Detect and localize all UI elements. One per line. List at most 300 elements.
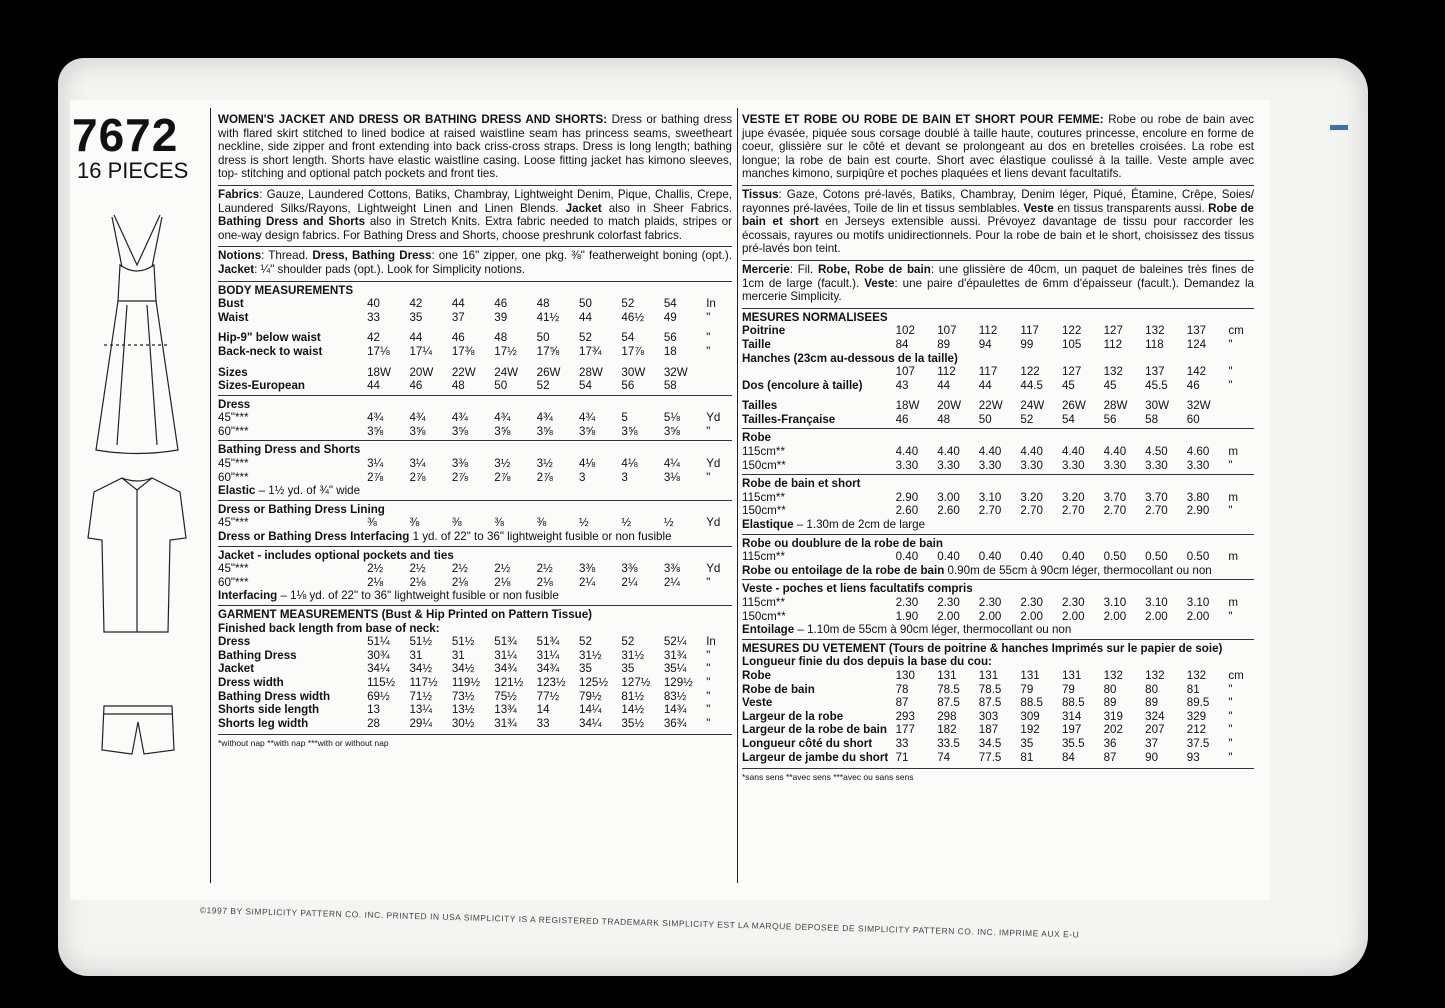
hanches-table-fr: [742, 365, 1254, 392]
cell-value: 0.50: [1186, 550, 1210, 564]
table-row: [218, 562, 732, 576]
cell-value: 3.30: [1145, 458, 1168, 472]
cell-value: 14¾: [663, 703, 687, 717]
cell-value: 132: [1103, 365, 1123, 379]
cell-value: 24W: [494, 365, 519, 379]
cell-value: 17⅝: [536, 344, 560, 358]
garment-heading-fr: MESURES DU VETEMENT (Tours de poitrine & hanches Imprimés sur le papier de soie): [742, 641, 1223, 655]
elastique-label: Elastique: [742, 518, 794, 532]
doublure-table-fr: [742, 550, 1254, 564]
table-row: [742, 459, 1254, 473]
cell-value: 3⅛: [663, 470, 680, 484]
cell-value: 89: [1145, 696, 1159, 710]
row-label: Robe: [742, 668, 771, 682]
cell-value: 26W: [1061, 399, 1086, 413]
unit-label: ": [706, 689, 711, 703]
cell-value: 33: [895, 736, 909, 750]
body-heading-en: BODY MEASUREMENTS: [218, 283, 354, 297]
cell-value: 3⅝: [494, 424, 511, 438]
cell-value: 1.90: [895, 609, 919, 623]
left-divider: [210, 108, 211, 883]
cell-value: 17⅞: [621, 344, 644, 358]
cell-value: 197: [1061, 723, 1082, 737]
cell-value: 132: [1145, 324, 1165, 338]
cell-value: 88.5: [1020, 696, 1043, 710]
unit-label: In: [706, 635, 716, 649]
cell-value: 0.40: [895, 550, 919, 564]
cell-value: 293: [895, 709, 915, 723]
cell-value: 319: [1103, 709, 1123, 723]
cell-value: 207: [1145, 723, 1165, 737]
cell-value: 54: [663, 297, 677, 311]
jinter-text: – 1⅛ yd. of 22" to 36" lightweight fusible or non fusible: [277, 589, 559, 603]
interfacing-label: Dress or Bathing Dress Interfacing: [218, 530, 410, 544]
cell-value: 34¾: [494, 662, 517, 676]
row-label: [742, 365, 896, 379]
copyright-strip: ©1997 BY SIMPLICITY PATTERN CO. INC. PRINTED IN USA SIMPLICITY IS A REGISTERED TRADEMARK SIMPLICITY EST LA MARQUE DEPOSEE DE SIMPLICITY PATTERN CO. INC. IMPRIME AUX E-U: [199, 905, 1080, 940]
unit-label: Yd: [706, 562, 721, 576]
cell-value: 3.30: [1020, 458, 1043, 472]
cell-value: 182: [937, 723, 957, 737]
cell-value: 34½: [451, 662, 475, 676]
veste-table-fr: [742, 596, 1254, 623]
unit-label: ": [706, 675, 711, 689]
table-row: [218, 717, 732, 731]
cell-value: 30¾: [367, 648, 390, 662]
unit-label: cm: [1228, 324, 1244, 338]
row-label: Dress width: [218, 675, 284, 689]
notions-dress: Dress, Bathing Dress: [312, 249, 432, 263]
robe-heading-fr: Robe: [742, 431, 771, 445]
cell-value: 125½: [579, 675, 609, 689]
rbs-heading-fr: Robe de bain et short: [742, 477, 861, 491]
cell-value: 4¾: [409, 411, 426, 425]
cell-value: ⅜: [494, 516, 504, 530]
cell-value: 81½: [621, 689, 644, 703]
unit-label: ": [706, 716, 711, 730]
cell-value: 35¼: [663, 662, 687, 676]
table-row: [218, 662, 732, 676]
cell-value: 33: [536, 716, 550, 730]
cell-value: 0.40: [1061, 550, 1085, 564]
cell-value: ⅜: [536, 516, 547, 530]
unit-label: ": [1228, 709, 1233, 723]
bds-heading-en: Bathing Dress and Shorts: [218, 443, 361, 457]
row-label: Sizes: [218, 365, 248, 379]
row-label: Hip-9" below waist: [218, 331, 321, 345]
cell-value: 131: [1061, 668, 1082, 682]
table-row: [742, 610, 1254, 624]
table-row: [218, 635, 732, 649]
cell-value: ⅜: [409, 516, 420, 530]
cell-value: 202: [1103, 723, 1123, 737]
table-row: [742, 696, 1254, 710]
row-label: Tailles: [742, 399, 778, 413]
cell-value: 79: [1020, 682, 1034, 696]
unit-label: ": [1228, 609, 1233, 623]
cell-value: 2.70: [1145, 504, 1168, 518]
table-row: [218, 345, 732, 359]
cell-value: 89.5: [1186, 696, 1210, 710]
tissus-label: Tissus: [742, 187, 779, 201]
table-row: [742, 550, 1254, 564]
doublure-heading-fr: Robe ou doublure de la robe de bain: [742, 536, 943, 550]
cell-value: 56: [621, 379, 635, 393]
cell-value: 3.10: [1145, 596, 1168, 609]
cell-value: 54: [1061, 412, 1075, 426]
cell-value: 58: [1145, 412, 1159, 426]
cell-value: 93: [1186, 750, 1200, 764]
table-row: [218, 366, 732, 380]
cell-value: 78: [895, 682, 909, 696]
jacket-yardage-en: [218, 546, 732, 603]
cell-value: 131: [978, 668, 999, 682]
table-row: [742, 723, 1254, 737]
cell-value: 44: [978, 378, 992, 392]
table-row: [742, 737, 1254, 751]
row-label: 150cm**: [742, 504, 786, 518]
tissus-text3: en Jerseys extensible aussi. Prévoyez davantage de tissu pour raccorder les écossais, rayures ou motifs unidirectionnels. Pour la robe de bain et le short, choisissez des tissus pré-lavés bon teint.: [742, 215, 1254, 256]
cell-value: 117: [1020, 324, 1039, 338]
mercerie-text2: : une glissière de 40cm, un paquet de baleines très fines de 1cm de large (facult.).: [742, 262, 1254, 290]
cell-value: 2⅞: [451, 470, 468, 484]
unit-label: ": [1228, 365, 1233, 379]
cell-value: 0.50: [1103, 550, 1127, 564]
sizes-table-fr: [742, 399, 1254, 426]
cell-value: 17¾: [579, 344, 602, 358]
table-row: [218, 471, 732, 485]
cell-value: 13¼: [409, 703, 433, 717]
cell-value: 56: [663, 331, 677, 345]
row-label: Jacket: [218, 662, 255, 676]
cell-value: 52: [621, 297, 635, 311]
cell-value: 107: [895, 365, 915, 379]
garment-measurements-fr: [742, 639, 1254, 764]
cell-value: 54: [621, 331, 635, 345]
cell-value: 3¼: [367, 457, 384, 471]
cell-value: 303: [978, 709, 999, 723]
english-column: [218, 113, 732, 751]
fabrics-jacket: Jacket: [565, 201, 602, 215]
bds-table-en: [218, 457, 732, 484]
table-row: [742, 399, 1254, 413]
unit-label: m: [1228, 596, 1239, 609]
cell-value: 2.00: [1186, 609, 1210, 623]
cell-value: 2½: [451, 562, 468, 576]
cell-value: 2.60: [895, 504, 919, 518]
cell-value: 3.20: [1020, 490, 1043, 504]
cell-value: 3.10: [978, 490, 1002, 504]
description-fr: [742, 113, 1254, 181]
row-label: Shorts leg width: [218, 716, 309, 730]
interfacing-text: 1 yd. of 22" to 36" lightweight fusible or non fusible: [409, 530, 672, 544]
cell-value: 49: [663, 310, 677, 324]
row-label: Bathing Dress width: [218, 689, 331, 703]
cell-value: 48: [451, 379, 465, 393]
unit-label: ": [1228, 736, 1233, 750]
unit-label: ": [706, 703, 711, 717]
unit-label: Yd: [706, 411, 721, 425]
fabrics-text2: also in Sheer Fabrics.: [601, 201, 732, 215]
cell-value: 79: [1061, 682, 1075, 696]
cell-value: 32W: [1186, 399, 1211, 413]
cell-value: 122: [1061, 324, 1082, 338]
cell-value: 314: [1061, 709, 1082, 723]
unit-label: [706, 379, 732, 393]
cell-value: 48: [937, 412, 951, 426]
cell-value: 36¾: [663, 716, 687, 730]
cell-value: 2½: [536, 562, 553, 576]
cell-value: 2.30: [895, 596, 919, 609]
cell-value: 18W: [895, 399, 920, 413]
cell-value: 71: [895, 750, 909, 764]
cell-value: 37: [451, 310, 465, 324]
cell-value: 51½: [451, 635, 475, 649]
mercerie-robe: Robe, Robe de bain: [817, 262, 931, 276]
entoilage-fr: [742, 564, 1254, 578]
cell-value: 192: [1020, 723, 1040, 737]
cell-value: 78.5: [978, 682, 1002, 696]
veste-entoilage-fr: [742, 623, 1254, 637]
cell-value: 87.5: [978, 696, 1002, 710]
cell-value: 117½: [409, 675, 438, 689]
unit-label: [706, 366, 732, 380]
cell-value: 4¾: [451, 411, 468, 425]
cell-value: 298: [937, 709, 957, 723]
cell-value: 13: [367, 703, 380, 717]
description-en: [218, 113, 732, 181]
sizes-table-en: [218, 366, 732, 393]
cell-value: 51¾: [494, 635, 517, 649]
row-label: Tailles-Française: [742, 412, 836, 426]
unit-label: ": [706, 662, 711, 676]
notions-text2: : one 16" zipper, one pkg. ⅜" featherweight boning (opt.).: [431, 249, 732, 263]
unit-label: ": [706, 575, 711, 589]
cell-value: 2.00: [978, 609, 1002, 623]
row-label: Robe de bain: [742, 682, 815, 696]
jacket-table-en: [218, 562, 732, 589]
cell-value: 14: [536, 703, 550, 717]
row-label: 45"***: [218, 411, 249, 425]
unit-label: ": [706, 344, 711, 358]
cell-value: 112: [937, 365, 956, 379]
mercerie-label: Mercerie: [742, 262, 790, 276]
cell-value: 127½: [621, 675, 651, 689]
hip-table-en: [218, 331, 732, 358]
jacket-illustration: [82, 470, 192, 640]
cell-value: 123½: [536, 675, 566, 689]
row-label: 45"***: [218, 516, 249, 530]
cell-value: 77.5: [978, 750, 1002, 764]
row-label: 45"***: [218, 562, 249, 576]
jacket-interfacing-en: [218, 589, 732, 603]
cell-value: 4.40: [978, 445, 1002, 459]
cell-value: 87: [1103, 750, 1117, 764]
row-label: Back-neck to waist: [218, 344, 323, 358]
jinter-label: Interfacing: [218, 589, 278, 603]
cell-value: 33: [367, 310, 380, 324]
cell-value: 17¼: [409, 344, 433, 358]
cell-value: 34.5: [978, 736, 1002, 750]
cell-value: 45: [1061, 378, 1075, 392]
body-table-en: [218, 297, 732, 324]
cell-value: 31: [409, 648, 423, 662]
cell-value: 2⅞: [494, 470, 511, 484]
unit-label: Yd: [706, 516, 721, 530]
cell-value: 48: [536, 297, 550, 311]
cell-value: 88.5: [1061, 696, 1085, 710]
table-row: [742, 365, 1254, 379]
rbs-table-fr: [742, 491, 1254, 518]
rbs-yardage-fr: [742, 474, 1254, 531]
fabrics-en: [218, 185, 732, 242]
row-label: Poitrine: [742, 324, 786, 338]
unit-label: ": [1228, 682, 1233, 696]
body-table-fr: [742, 324, 1254, 351]
fabrics-text: : Gauze, Laundered Cottons, Batiks, Chambray, Lightweight Denim, Pique, Challis, Crepe, Laundered Silks/Rayons, Lightweight Linen and Linen Blends.: [218, 187, 732, 215]
cell-value: 4.40: [1061, 445, 1085, 459]
row-label: Largeur de la robe de bain: [742, 723, 887, 737]
unit-label: [1228, 413, 1254, 427]
cell-value: 127: [1103, 324, 1123, 338]
table-row: [218, 297, 732, 311]
cell-value: 4.40: [937, 445, 960, 459]
cell-value: 52: [536, 379, 550, 393]
cell-value: 37: [1145, 736, 1159, 750]
cell-value: 2½: [367, 562, 384, 576]
unit-label: m: [1228, 445, 1239, 459]
cell-value: 69½: [367, 689, 390, 703]
ventoilage-label: Entoilage: [742, 623, 795, 637]
cell-value: ⅜: [367, 516, 377, 530]
cell-value: 35.5: [1061, 736, 1085, 750]
cell-value: 105: [1061, 337, 1082, 351]
unit-label: In: [706, 297, 716, 311]
table-row: [742, 751, 1254, 765]
table-row: [742, 324, 1254, 338]
unit-label: m: [1228, 550, 1239, 564]
cell-value: 46½: [621, 310, 644, 324]
cell-value: 44: [937, 378, 951, 392]
garment-table-en: [218, 635, 732, 730]
veste-heading-fr: Veste - poches et liens facultatifs compris: [742, 582, 973, 596]
unit-label: ": [1228, 723, 1233, 737]
mercerie-text3: : une paire d'épaulettes de 6mm d'épaisseur (facult.). Demandez la mercerie Simplicity.: [742, 276, 1254, 304]
cell-value: 3.80: [1186, 490, 1210, 504]
lining-yardage-en: [218, 500, 732, 544]
cell-value: ⅜: [451, 516, 462, 530]
cell-value: 3.30: [937, 458, 960, 472]
cell-value: 77½: [536, 689, 560, 703]
cell-value: 2.90: [895, 490, 919, 504]
cell-value: 31¾: [663, 648, 687, 662]
tissus-rbs: Robe de bain et short: [742, 201, 1254, 229]
row-label: 60"***: [218, 575, 249, 589]
cell-value: 177: [895, 723, 915, 737]
cell-value: 2⅛: [451, 575, 468, 589]
cell-value: 4¼: [663, 457, 680, 471]
cell-value: 2.00: [937, 609, 960, 623]
row-label: Largeur de jambe du short: [742, 750, 889, 764]
cell-value: 18W: [367, 365, 391, 379]
cell-value: 41½: [536, 310, 560, 324]
cell-value: 4.40: [1020, 445, 1043, 459]
cell-value: 79½: [579, 689, 602, 703]
unit-label: m: [1228, 490, 1239, 504]
cell-value: 30W: [621, 365, 646, 379]
row-label: 150cm**: [742, 609, 786, 623]
cell-value: 52: [579, 331, 592, 345]
cell-value: 42: [367, 331, 380, 345]
dress-illustration: [82, 205, 192, 460]
entoilage-text: 0.90m de 55cm à 90cm léger, thermocollant ou non: [944, 563, 1212, 577]
cell-value: 3¼: [409, 457, 426, 471]
robe-yardage-fr: [742, 428, 1254, 472]
elastique-fr: [742, 518, 1254, 532]
cell-value: 42: [409, 297, 423, 311]
row-label: Shorts side length: [218, 703, 320, 717]
notions-label: Notions: [218, 249, 262, 263]
unit-label: ": [1228, 696, 1233, 710]
unit-label: cm: [1228, 668, 1244, 682]
cell-value: 99: [1020, 337, 1034, 351]
row-label: Dos (encolure à taille): [742, 378, 863, 392]
finished-fr: Longueur finie du dos depuis la base du cou:: [742, 655, 992, 669]
cell-value: 28W: [1103, 399, 1128, 413]
cell-value: 4¾: [494, 411, 511, 425]
cell-value: 3½: [536, 457, 553, 471]
table-row: [218, 576, 732, 590]
cell-value: 112: [1103, 337, 1123, 351]
cell-value: 3: [579, 470, 586, 484]
cell-value: 2.00: [1145, 609, 1168, 623]
entoilage-label: Robe ou entoilage de la robe de bain: [742, 563, 945, 577]
cell-value: 74: [937, 750, 951, 764]
cell-value: 50: [494, 379, 508, 393]
cell-value: 2⅞: [367, 470, 384, 484]
cell-value: 0.50: [1145, 550, 1168, 564]
unit-label: [1228, 399, 1254, 413]
cell-value: 3.20: [1061, 490, 1085, 504]
unit-label: ": [1228, 504, 1233, 518]
cell-value: 78.5: [937, 682, 960, 696]
cell-value: 2.70: [978, 504, 1002, 518]
cell-value: 13¾: [494, 703, 517, 717]
cell-value: 20W: [937, 399, 962, 413]
cell-value: 309: [1020, 709, 1040, 723]
unit-label: ": [706, 648, 711, 662]
cell-value: 122: [1020, 365, 1040, 379]
cell-value: 80: [1145, 682, 1159, 696]
cell-value: 54: [579, 379, 592, 393]
table-row: [218, 311, 732, 325]
cell-value: 26W: [536, 365, 561, 379]
unit-label: ": [706, 331, 711, 345]
cell-value: 132: [1103, 668, 1123, 682]
garment-measurements-en: [218, 605, 732, 730]
table-row: [218, 425, 732, 439]
cell-value: 45.5: [1145, 378, 1168, 392]
cell-value: 29¼: [409, 716, 433, 730]
cell-value: 31¾: [494, 716, 517, 730]
cell-value: 212: [1186, 723, 1207, 737]
cell-value: 112: [978, 324, 998, 338]
cell-value: 14¼: [579, 703, 602, 717]
row-label: 60"***: [218, 470, 249, 484]
row-label: 60"***: [218, 424, 249, 438]
cell-value: 87: [895, 696, 909, 710]
pattern-number: 7672: [72, 109, 179, 161]
